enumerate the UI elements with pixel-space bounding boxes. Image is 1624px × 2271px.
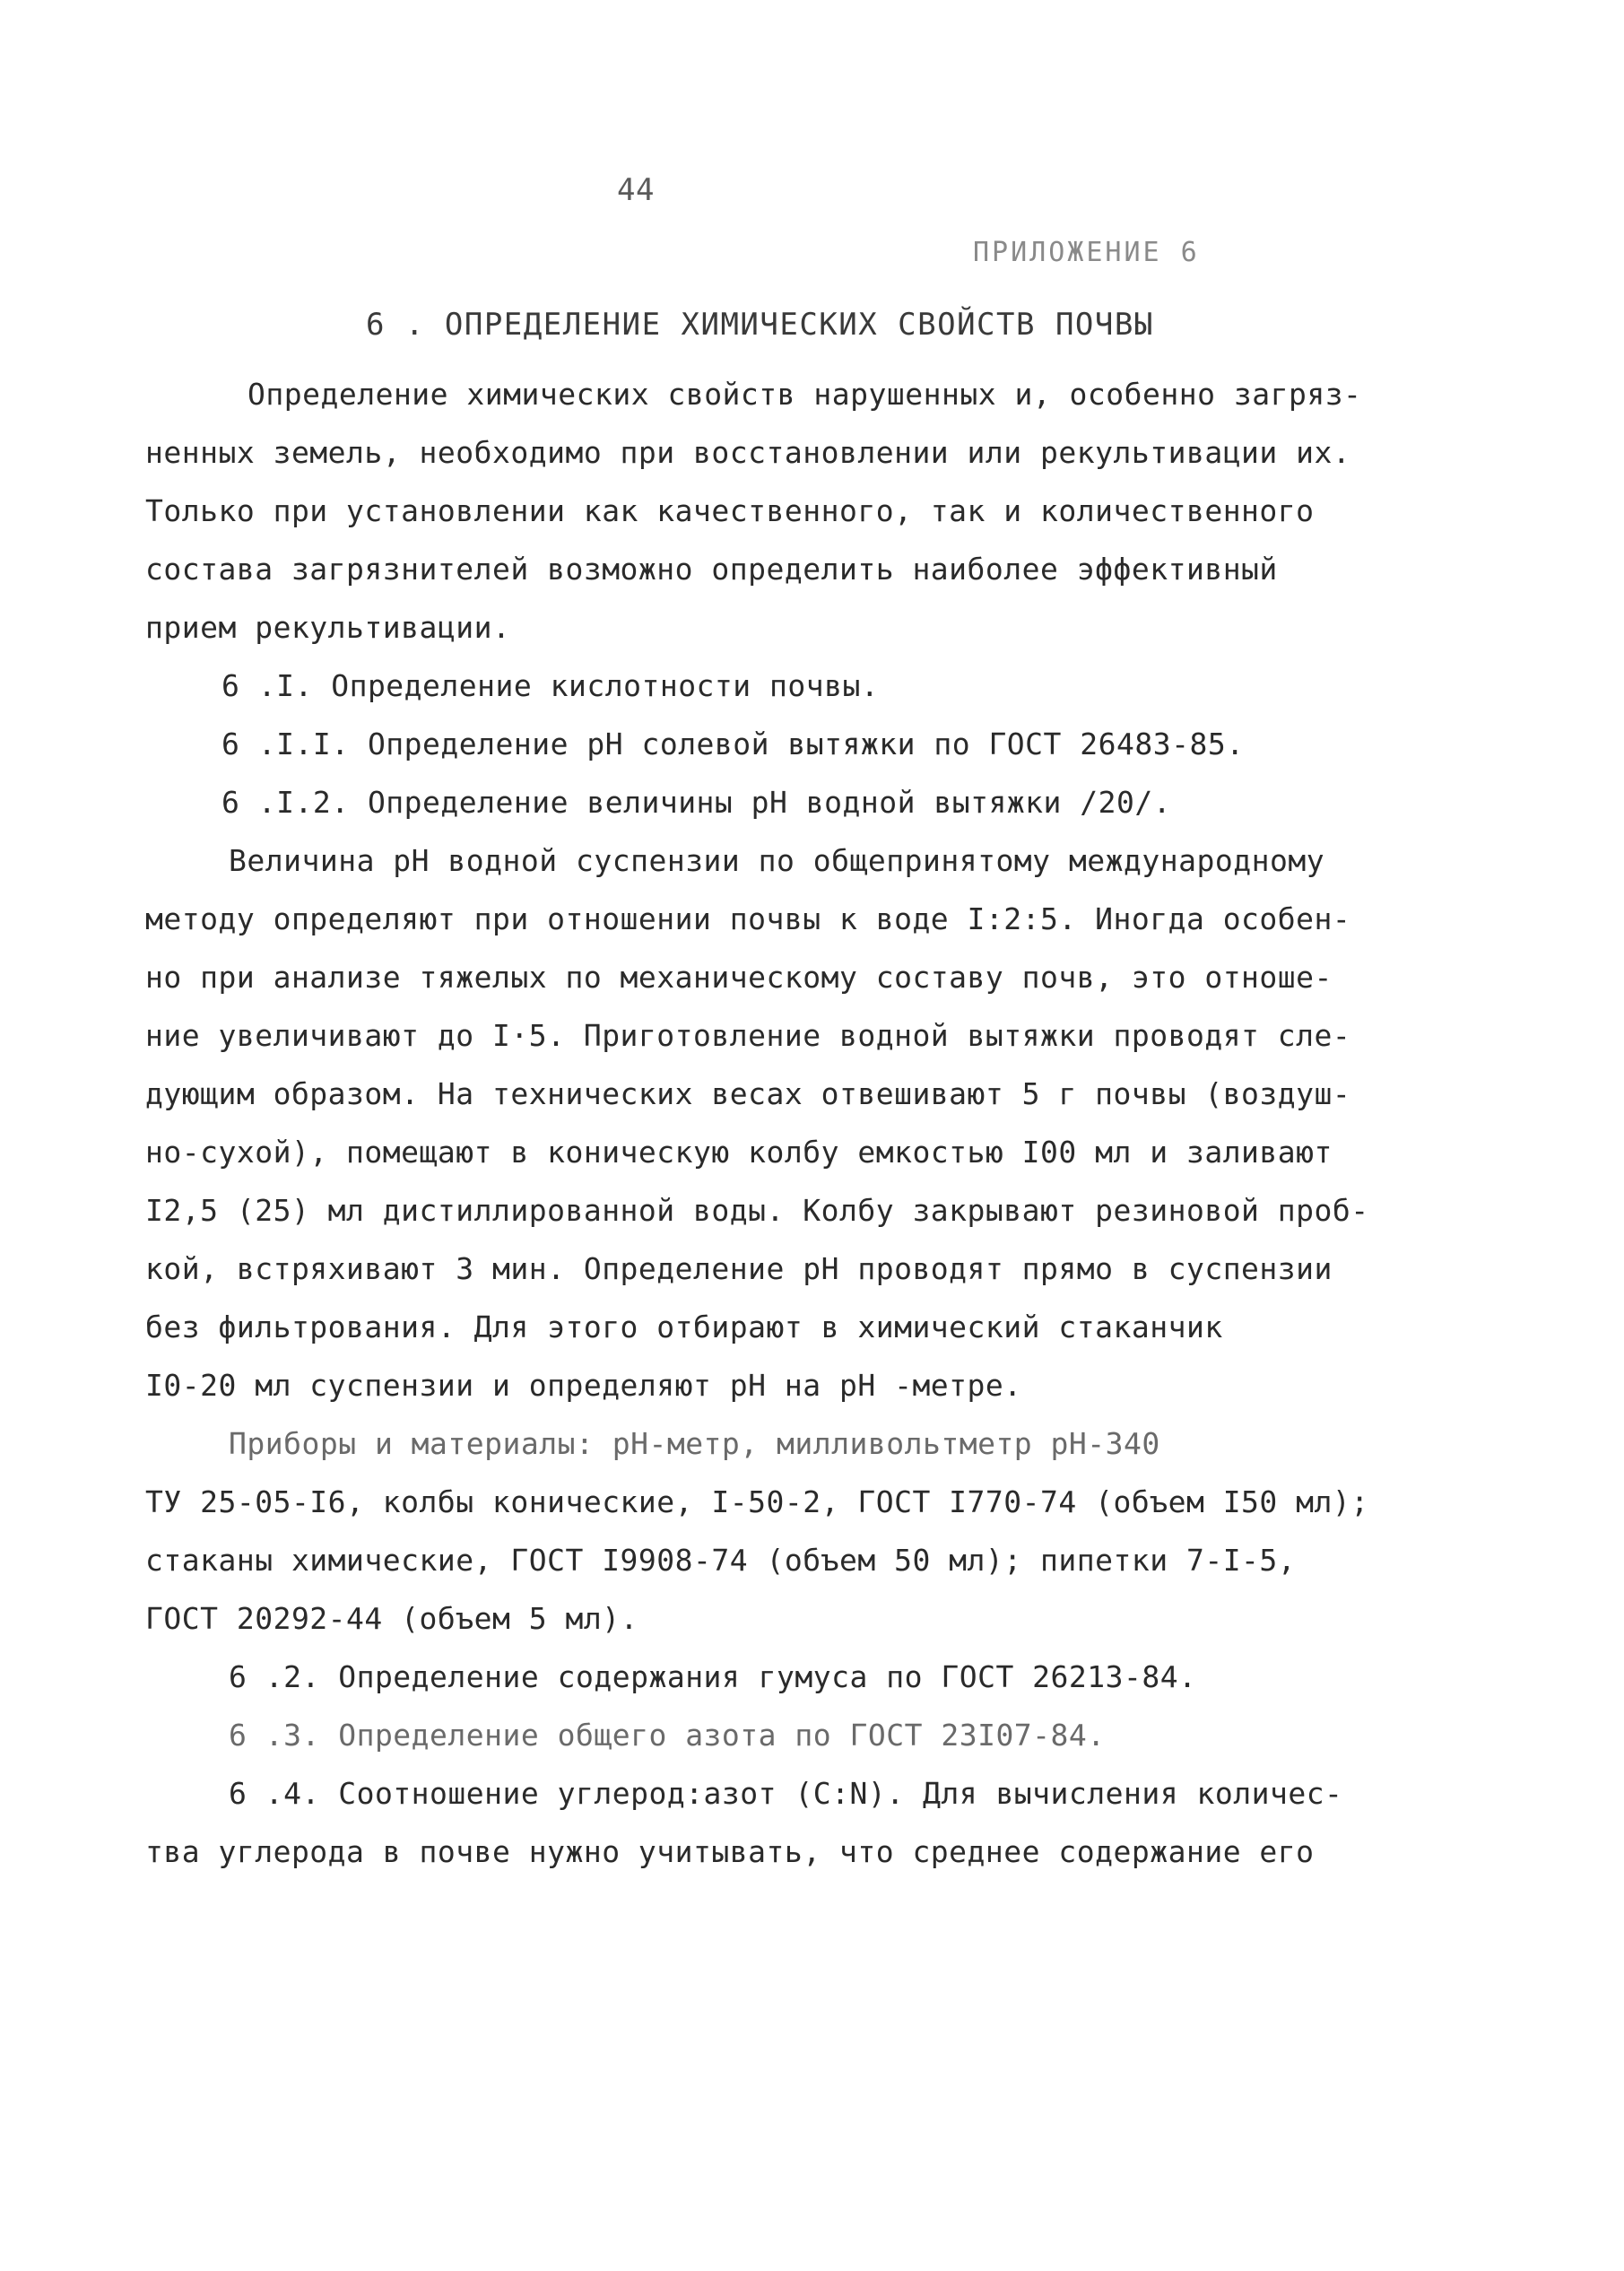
text-line: Величина рН водной суспензии по общепринятому международному bbox=[229, 843, 1325, 878]
text-line: состава загрязнителей возможно определить наиболее эффективный bbox=[145, 552, 1278, 587]
text-line: прием рекультивации. bbox=[145, 610, 511, 645]
text-line: но при анализе тяжелых по механическому составу почв, это отноше- bbox=[145, 960, 1333, 995]
text-line: I2,5 (25) мл дистиллированной воды. Колбу закрывают резиновой проб- bbox=[145, 1193, 1369, 1228]
subsection-heading: 6 .I.2. Определение величины рН водной вытяжки /20/. bbox=[221, 785, 1172, 820]
text-line: ТУ 25-05-I6, колбы конические, I-50-2, ГОСТ I770-74 (объем I50 мл); bbox=[145, 1484, 1369, 1519]
text-line: кой, встряхивают 3 мин. Определение рН проводят прямо в суспензии bbox=[145, 1251, 1333, 1286]
text-line: Определение химических свойств нарушенных и, особенно загряз- bbox=[248, 377, 1362, 412]
appendix-label: ПРИЛОЖЕНИЕ 6 bbox=[973, 237, 1200, 268]
subsection-heading: 6 .3. Определение общего азота по ГОСТ 23I07-84. bbox=[229, 1718, 1106, 1753]
text-line: методу определяют при отношении почвы к воде I:2:5. Иногда особен- bbox=[145, 901, 1351, 936]
subsection-heading: 6 .I.I. Определение рН солевой вытяжки по ГОСТ 26483-85. bbox=[221, 727, 1245, 761]
section-heading: 6 . ОПРЕДЕЛЕНИЕ ХИМИЧЕСКИХ СВОЙСТВ ПОЧВЫ bbox=[366, 307, 1154, 343]
text-line: ненных земель, необходимо при восстановлении или рекультивации их. bbox=[145, 435, 1351, 470]
text-line: Только при установлении как качественного, так и количественного bbox=[145, 493, 1315, 528]
subsection-heading: 6 .I. Определение кислотности почвы. bbox=[221, 668, 880, 703]
text-line: тва углерода в почве нужно учитывать, что среднее содержание его bbox=[145, 1834, 1315, 1869]
page-number: 44 bbox=[617, 172, 655, 208]
text-line: но-сухой), помещают в коническую колбу емкостью I00 мл и заливают bbox=[145, 1135, 1333, 1170]
subsection-heading: 6 .2. Определение содержания гумуса по ГОСТ 26213-84. bbox=[229, 1659, 1197, 1694]
text-line: без фильтрования. Для этого отбирают в химический стаканчик bbox=[145, 1310, 1223, 1344]
text-line: Приборы и материалы: рН-метр, милливольтметр рН-340 bbox=[229, 1426, 1160, 1461]
text-line: ГОСТ 20292-44 (объем 5 мл). bbox=[145, 1601, 638, 1636]
text-line: стаканы химические, ГОСТ I9908-74 (объем 50 мл); пипетки 7-I-5, bbox=[145, 1543, 1297, 1578]
text-line: дующим образом. На технических весах отвешивают 5 г почвы (воздуш- bbox=[145, 1076, 1351, 1111]
subsection-heading: 6 .4. Соотношение углерод:азот (С:N). Для вычисления количес- bbox=[229, 1776, 1343, 1811]
text-line: ние увеличивают до I·5. Приготовление водной вытяжки проводят сле- bbox=[145, 1018, 1351, 1053]
text-line: I0-20 мл суспензии и определяют рН на рН -метре. bbox=[145, 1368, 1022, 1403]
